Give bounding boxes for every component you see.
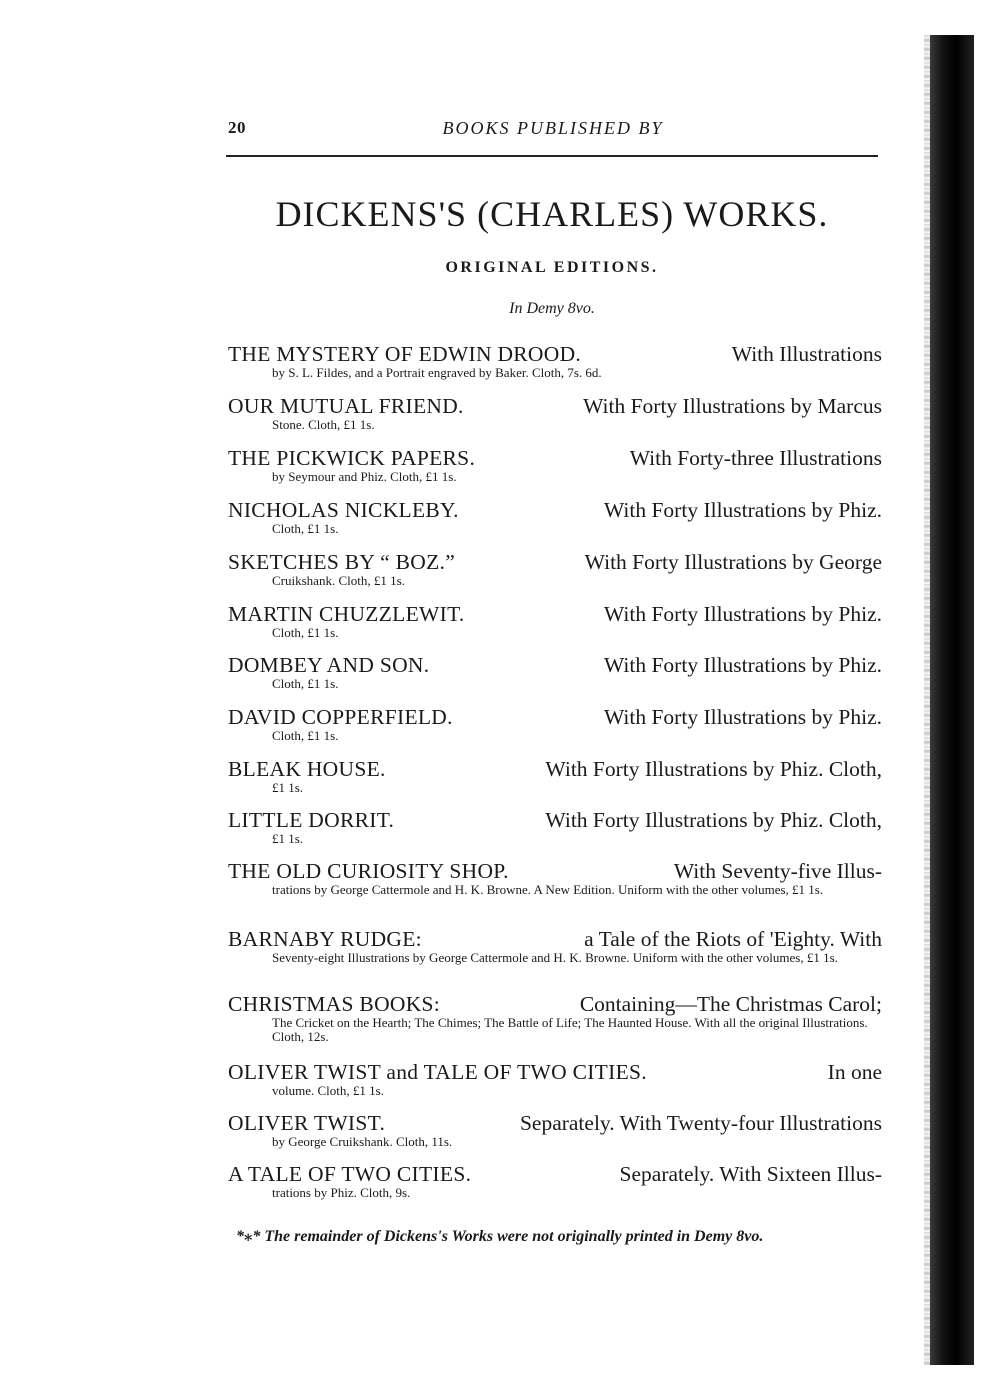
book-title: OLIVER TWIST.	[228, 1111, 386, 1135]
book-title: DOMBEY AND SON.	[228, 653, 430, 677]
book-entry	[228, 1060, 882, 1098]
book-entry	[228, 446, 882, 484]
book-description: With Illustrations	[731, 342, 882, 366]
book-details: £1 1s.	[272, 831, 304, 846]
book-details: by S. L. Fildes, and a Portrait engraved by Baker. Cloth, 7s. 6d.	[272, 365, 602, 380]
book-entry	[228, 859, 882, 897]
book-entry-heading	[228, 446, 882, 470]
page-number: 20	[228, 118, 246, 137]
book-details: Cloth, £1 1s.	[272, 521, 339, 536]
book-description: With Forty Illustrations by Phiz. Cloth,	[545, 808, 882, 832]
book-entry	[228, 705, 882, 743]
book-description: With Forty Illustrations by Phiz.	[603, 602, 882, 626]
book-details: volume. Cloth, £1 1s.	[272, 1083, 384, 1098]
book-entry-heading	[228, 859, 882, 883]
book-title: THE PICKWICK PAPERS.	[228, 446, 476, 470]
book-title: MARTIN CHUZZLEWIT.	[228, 602, 465, 626]
book-description: With Forty Illustrations by Phiz.	[603, 705, 882, 729]
book-entry	[228, 394, 882, 432]
book-title: DAVID COPPERFIELD.	[228, 705, 453, 729]
book-title: THE OLD CURIOSITY SHOP.	[228, 859, 509, 883]
book-spine-shadow	[930, 35, 974, 1365]
header-rule	[226, 155, 878, 157]
book-title: BLEAK HOUSE.	[228, 757, 386, 781]
book-entry	[228, 757, 882, 795]
book-entry	[228, 808, 882, 846]
format-note: In Demy 8vo.	[509, 300, 595, 317]
book-entry	[228, 653, 882, 691]
book-description: a Tale of the Riots of 'Eighty. With	[584, 927, 882, 951]
book-entry-heading	[228, 1060, 882, 1084]
book-title: A TALE OF TWO CITIES.	[228, 1162, 472, 1186]
book-description: With Forty Illustrations by Marcus	[583, 394, 882, 418]
book-entry-heading	[228, 705, 882, 729]
book-entry-heading	[228, 394, 882, 418]
book-details: £1 1s.	[272, 780, 304, 795]
book-entry	[228, 1162, 882, 1200]
book-details: Cloth, £1 1s.	[272, 676, 339, 691]
footnote: *⁎* The remainder of Dickens's Works were not originally printed in Demy 8vo.	[236, 1228, 764, 1245]
book-entry-heading	[228, 992, 882, 1016]
book-details: by George Cruikshank. Cloth, 11s.	[272, 1134, 453, 1149]
book-title: SKETCHES BY “ BOZ.”	[228, 550, 456, 574]
book-description: With Forty Illustrations by George	[584, 550, 882, 574]
book-details: Cloth, £1 1s.	[272, 728, 339, 743]
book-entry	[228, 498, 882, 536]
book-details: Stone. Cloth, £1 1s.	[272, 417, 375, 432]
book-title: OLIVER TWIST and TALE OF TWO CITIES.	[228, 1060, 647, 1084]
section-subtitle: ORIGINAL EDITIONS.	[445, 259, 659, 276]
book-entry-heading	[228, 498, 882, 522]
book-entry-heading	[228, 927, 882, 951]
book-entry	[228, 1111, 882, 1149]
running-header	[228, 118, 878, 140]
book-description: With Forty-three Illustrations	[629, 446, 882, 470]
book-entry	[228, 550, 882, 588]
book-title: BARNABY RUDGE:	[228, 927, 422, 951]
book-details: Seventy-eight Illustrations by George Cattermole and H. K. Browne. Uniform with the other volumes, £1 1s.	[272, 950, 838, 965]
book-title: OUR MUTUAL FRIEND.	[228, 394, 464, 418]
book-title: CHRISTMAS BOOKS:	[228, 992, 441, 1016]
book-details: Cruikshank. Cloth, £1 1s.	[272, 573, 405, 588]
book-entry	[228, 992, 882, 1044]
book-entry-heading	[228, 602, 882, 626]
book-entry	[228, 602, 882, 640]
book-description: With Forty Illustrations by Phiz.	[603, 653, 882, 677]
book-details: trations by George Cattermole and H. K. Browne. A New Edition. Uniform with the other volumes, £1 1s.	[272, 882, 824, 897]
book-description: With Forty Illustrations by Phiz. Cloth,	[545, 757, 882, 781]
book-entry-heading	[228, 550, 882, 574]
book-description: With Seventy-five Illus-	[673, 859, 882, 883]
book-entry-heading	[228, 342, 882, 366]
book-entry-heading	[228, 1162, 882, 1186]
book-description: In one	[827, 1060, 882, 1084]
book-title: NICHOLAS NICKLEBY.	[228, 498, 459, 522]
book-entry	[228, 342, 882, 380]
book-title: THE MYSTERY OF EDWIN DROOD.	[228, 342, 582, 366]
page-title: DICKENS'S (CHARLES) WORKS.	[275, 194, 829, 234]
book-description: Containing—The Christmas Carol;	[579, 992, 882, 1016]
book-title: LITTLE DORRIT.	[228, 808, 395, 832]
book-entry	[228, 927, 882, 965]
book-description: With Forty Illustrations by Phiz.	[603, 498, 882, 522]
book-description: Separately. With Twenty-four Illustrations	[519, 1111, 882, 1135]
book-details: The Cricket on the Hearth; The Chimes; The Battle of Life; The Haunted House. With all the original Illustrations. Cloth, 12s.	[272, 1015, 868, 1044]
book-entry-heading	[228, 1111, 882, 1135]
book-details: Cloth, £1 1s.	[272, 625, 339, 640]
book-entry-heading	[228, 653, 882, 677]
book-entry-heading	[228, 757, 882, 781]
book-details: trations by Phiz. Cloth, 9s.	[272, 1185, 411, 1200]
book-description: Separately. With Sixteen Illus-	[619, 1162, 882, 1186]
book-details: by Seymour and Phiz. Cloth, £1 1s.	[272, 469, 457, 484]
book-entry-heading	[228, 808, 882, 832]
running-title: BOOKS PUBLISHED BY	[442, 118, 664, 138]
